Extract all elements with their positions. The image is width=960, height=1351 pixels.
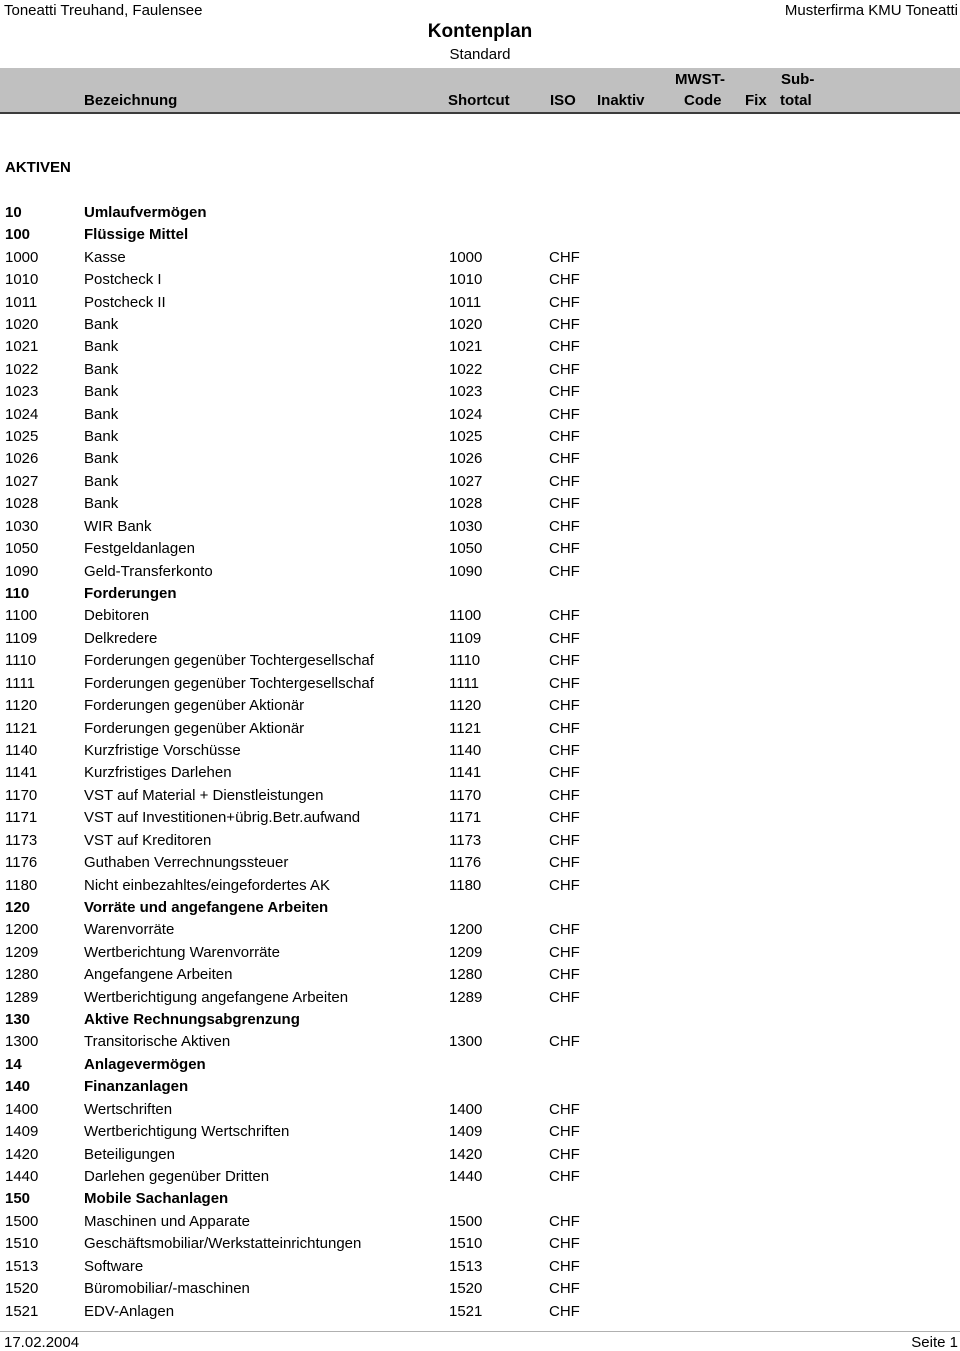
iso-currency-cell: CHF: [549, 988, 580, 1006]
bezeichnung-cell: Angefangene Arbeiten: [84, 966, 233, 984]
iso-currency-cell: CHF: [549, 248, 580, 266]
bezeichnung-cell: Bank: [84, 360, 119, 378]
iso-currency-cell: CHF: [549, 943, 580, 961]
iso-currency-cell: CHF: [549, 472, 580, 490]
footer-divider: [0, 1331, 960, 1332]
table-row: [0, 202, 960, 224]
account-number-cell: 1100: [5, 607, 38, 625]
shortcut-cell: 1020: [449, 315, 483, 333]
shortcut-cell: 1513: [449, 1257, 483, 1275]
bezeichnung-cell: Aktive Rechnungsabgrenzung: [84, 1011, 300, 1029]
table-row: [0, 718, 960, 740]
shortcut-cell: 1400: [449, 1100, 483, 1118]
shortcut-cell: 1100: [449, 607, 482, 625]
iso-currency-cell: CHF: [549, 966, 580, 984]
table-header-band: [0, 68, 960, 114]
account-number-cell: 1409: [5, 1123, 39, 1141]
shortcut-cell: 1021: [449, 338, 483, 356]
bezeichnung-cell: Bank: [84, 428, 119, 446]
iso-currency-cell: CHF: [549, 405, 580, 423]
bezeichnung-cell: Nicht einbezahltes/eingefordertes AK: [84, 876, 330, 894]
shortcut-cell: 1028: [449, 495, 483, 513]
bezeichnung-cell: Software: [84, 1257, 144, 1275]
shortcut-cell: 1011: [449, 293, 482, 311]
table-row: [0, 830, 960, 852]
shortcut-cell: 1120: [449, 697, 482, 715]
iso-currency-cell: CHF: [549, 1123, 580, 1141]
table-row: [0, 1211, 960, 1233]
table-row: [0, 336, 960, 358]
shortcut-cell: 1024: [449, 405, 483, 423]
bezeichnung-cell: Bank: [84, 405, 119, 423]
account-number-cell: 14: [5, 1055, 22, 1073]
iso-currency-cell: CHF: [549, 383, 580, 401]
column-header-iso: ISO: [550, 92, 576, 109]
bezeichnung-cell: EDV-Anlagen: [84, 1302, 175, 1320]
table-row: [0, 762, 960, 784]
table-row: [0, 875, 960, 897]
account-number-cell: 1050: [5, 540, 39, 558]
account-number-cell: 1021: [5, 338, 39, 356]
account-number-cell: 1176: [5, 854, 38, 872]
shortcut-cell: 1440: [449, 1167, 483, 1185]
bezeichnung-cell: Anlagevermögen: [84, 1055, 206, 1073]
table-row: [0, 471, 960, 493]
column-header-mwst: MWST-: [675, 71, 725, 88]
iso-currency-cell: CHF: [549, 315, 580, 333]
iso-currency-cell: CHF: [549, 1145, 580, 1163]
account-number-cell: 1209: [5, 943, 39, 961]
account-number-cell: 1028: [5, 495, 39, 513]
bezeichnung-cell: Geschäftsmobiliar/Werkstatteinrichtungen: [84, 1235, 362, 1253]
column-header-shortcut: Shortcut: [448, 92, 510, 109]
account-number-cell: 1171: [5, 809, 38, 827]
column-header-inaktiv: Inaktiv: [597, 92, 645, 109]
bezeichnung-cell: Kurzfristige Vorschüsse: [84, 741, 241, 759]
table-row: [0, 1188, 960, 1210]
account-number-cell: 1022: [5, 360, 39, 378]
table-row: [0, 695, 960, 717]
table-row: [0, 1256, 960, 1278]
iso-currency-cell: CHF: [549, 1280, 580, 1298]
iso-currency-cell: CHF: [549, 1235, 580, 1253]
bezeichnung-cell: Postcheck II: [84, 293, 166, 311]
account-number-cell: 100: [5, 226, 31, 244]
bezeichnung-cell: Postcheck I: [84, 271, 162, 289]
table-row: [0, 1054, 960, 1076]
table-row: [0, 179, 960, 201]
bezeichnung-cell: Finanzanlagen: [84, 1078, 189, 1096]
shortcut-cell: 1176: [449, 854, 482, 872]
bezeichnung-cell: Büromobiliar/-maschinen: [84, 1280, 250, 1298]
table-row: [0, 157, 960, 179]
table-row: [0, 1144, 960, 1166]
bezeichnung-cell: Wertberichtung Warenvorräte: [84, 943, 280, 961]
footer-page-number: Seite 1: [911, 1334, 958, 1351]
table-row: [0, 1233, 960, 1255]
iso-currency-cell: CHF: [549, 921, 580, 939]
bezeichnung-cell: Bank: [84, 383, 119, 401]
account-number-cell: 1300: [5, 1033, 39, 1051]
table-row: [0, 1031, 960, 1053]
account-number-cell: 1000: [5, 248, 39, 266]
table-row: [0, 1166, 960, 1188]
shortcut-cell: 1171: [449, 809, 482, 827]
account-number-cell: 1280: [5, 966, 39, 984]
bezeichnung-cell: Wertberichtigung Wertschriften: [84, 1123, 290, 1141]
account-number-cell: 1024: [5, 405, 39, 423]
account-number-cell: 1109: [5, 629, 38, 647]
table-row: [0, 404, 960, 426]
iso-currency-cell: CHF: [549, 450, 580, 468]
iso-currency-cell: CHF: [549, 562, 580, 580]
company-name-left: Toneatti Treuhand, Faulensee: [4, 2, 203, 19]
bezeichnung-cell: Geld-Transferkonto: [84, 562, 213, 580]
bezeichnung-cell: Festgeldanlagen: [84, 540, 195, 558]
account-number-cell: 1141: [5, 764, 38, 782]
iso-currency-cell: CHF: [549, 338, 580, 356]
shortcut-cell: 1170: [449, 786, 482, 804]
account-number-cell: 1090: [5, 562, 39, 580]
shortcut-cell: 1173: [449, 831, 482, 849]
account-number-cell: 120: [5, 898, 31, 916]
account-number-cell: 1400: [5, 1100, 39, 1118]
column-header-sub: Sub-: [781, 71, 815, 88]
account-number-cell: 1025: [5, 428, 39, 446]
iso-currency-cell: CHF: [549, 1100, 580, 1118]
iso-currency-cell: CHF: [549, 809, 580, 827]
column-header-fix: Fix: [745, 92, 767, 109]
iso-currency-cell: CHF: [549, 831, 580, 849]
iso-currency-cell: CHF: [549, 428, 580, 446]
page-title: Kontenplan: [427, 21, 533, 42]
account-number-cell: 1420: [5, 1145, 39, 1163]
bezeichnung-cell: Forderungen gegenüber Tochtergesellschaf: [84, 674, 374, 692]
table-row: [0, 897, 960, 919]
iso-currency-cell: CHF: [549, 629, 580, 647]
table-row: [0, 987, 960, 1009]
table-row: [0, 785, 960, 807]
iso-currency-cell: CHF: [549, 741, 580, 759]
iso-currency-cell: CHF: [549, 495, 580, 513]
bezeichnung-cell: Wertberichtigung angefangene Arbeiten: [84, 988, 349, 1006]
shortcut-cell: 1111: [449, 674, 480, 692]
shortcut-cell: 1289: [449, 988, 483, 1006]
bezeichnung-cell: Kurzfristiges Darlehen: [84, 764, 232, 782]
bezeichnung-cell: Kasse: [84, 248, 126, 266]
iso-currency-cell: CHF: [549, 517, 580, 535]
shortcut-cell: 1209: [449, 943, 483, 961]
page-subtitle: Standard: [449, 46, 511, 63]
shortcut-cell: 1140: [449, 741, 482, 759]
shortcut-cell: 1025: [449, 428, 483, 446]
bezeichnung-cell: Forderungen: [84, 585, 177, 603]
bezeichnung-cell: Bank: [84, 338, 119, 356]
account-number-cell: 1180: [5, 876, 38, 894]
account-number-cell: 1010: [5, 271, 39, 289]
bezeichnung-cell: Delkredere: [84, 629, 158, 647]
iso-currency-cell: CHF: [549, 786, 580, 804]
iso-currency-cell: CHF: [549, 674, 580, 692]
bezeichnung-cell: VST auf Kreditoren: [84, 831, 212, 849]
account-number-cell: 1023: [5, 383, 39, 401]
table-row: [0, 740, 960, 762]
bezeichnung-cell: Bank: [84, 315, 119, 333]
bezeichnung-cell: Warenvorräte: [84, 921, 175, 939]
account-number-cell: 1513: [5, 1257, 39, 1275]
table-row: [0, 628, 960, 650]
bezeichnung-cell: VST auf Material + Dienstleistungen: [84, 786, 324, 804]
iso-currency-cell: CHF: [549, 854, 580, 872]
table-row: [0, 426, 960, 448]
shortcut-cell: 1090: [449, 562, 483, 580]
table-row: [0, 919, 960, 941]
bezeichnung-cell: Maschinen und Apparate: [84, 1212, 250, 1230]
shortcut-cell: 1520: [449, 1280, 483, 1298]
column-header-mwst-code: Code: [684, 92, 722, 109]
account-number-cell: 1140: [5, 741, 38, 759]
account-number-cell: 1121: [5, 719, 38, 737]
column-header-bezeichnung: Bezeichnung: [84, 92, 178, 109]
account-number-cell: AKTIVEN: [5, 159, 71, 176]
account-number-cell: 1030: [5, 517, 39, 535]
iso-currency-cell: CHF: [549, 540, 580, 558]
bezeichnung-cell: VST auf Investitionen+übrig.Betr.aufwand: [84, 809, 361, 827]
account-number-cell: 1289: [5, 988, 39, 1006]
account-number-cell: 150: [5, 1190, 31, 1208]
account-number-cell: 10: [5, 203, 22, 221]
account-number-cell: 1170: [5, 786, 38, 804]
shortcut-cell: 1521: [449, 1302, 483, 1320]
table-row: [0, 1301, 960, 1323]
table-row: [0, 1099, 960, 1121]
account-number-cell: 110: [5, 585, 30, 603]
table-row: [0, 1278, 960, 1300]
shortcut-cell: 1050: [449, 540, 483, 558]
account-number-cell: 1520: [5, 1280, 39, 1298]
iso-currency-cell: CHF: [549, 293, 580, 311]
bezeichnung-cell: Bank: [84, 472, 119, 490]
shortcut-cell: 1030: [449, 517, 483, 535]
shortcut-cell: 1026: [449, 450, 483, 468]
column-header-subtotal: total: [780, 92, 812, 109]
bezeichnung-cell: WIR Bank: [84, 517, 152, 535]
shortcut-cell: 1280: [449, 966, 483, 984]
bezeichnung-cell: Darlehen gegenüber Dritten: [84, 1167, 270, 1185]
shortcut-cell: 1510: [449, 1235, 483, 1253]
table-row: [0, 605, 960, 627]
shortcut-cell: 1420: [449, 1145, 483, 1163]
shortcut-cell: 1110: [449, 652, 481, 670]
shortcut-cell: 1010: [449, 271, 483, 289]
shortcut-cell: 1121: [449, 719, 482, 737]
shortcut-cell: 1109: [449, 629, 482, 647]
bezeichnung-cell: Guthaben Verrechnungssteuer: [84, 854, 289, 872]
table-row: [0, 1009, 960, 1031]
table-row: [0, 673, 960, 695]
bezeichnung-cell: Forderungen gegenüber Aktionär: [84, 697, 305, 715]
shortcut-cell: 1300: [449, 1033, 483, 1051]
shortcut-cell: 1409: [449, 1123, 483, 1141]
shortcut-cell: 1200: [449, 921, 483, 939]
account-number-cell: 1020: [5, 315, 39, 333]
account-number-cell: 1110: [5, 652, 37, 670]
account-number-cell: 1521: [5, 1302, 39, 1320]
table-row: [0, 247, 960, 269]
footer-date: 17.02.2004: [4, 1334, 80, 1351]
table-row: [0, 583, 960, 605]
bezeichnung-cell: Vorräte und angefangene Arbeiten: [84, 898, 329, 916]
table-row: [0, 516, 960, 538]
iso-currency-cell: CHF: [549, 271, 580, 289]
table-row: [0, 852, 960, 874]
iso-currency-cell: CHF: [549, 1212, 580, 1230]
iso-currency-cell: CHF: [549, 652, 580, 670]
bezeichnung-cell: Transitorische Aktiven: [84, 1033, 231, 1051]
iso-currency-cell: CHF: [549, 719, 580, 737]
account-number-cell: 1120: [5, 697, 38, 715]
iso-currency-cell: CHF: [549, 607, 580, 625]
account-number-cell: 1200: [5, 921, 39, 939]
bezeichnung-cell: Bank: [84, 495, 119, 513]
bezeichnung-cell: Forderungen gegenüber Aktionär: [84, 719, 305, 737]
bezeichnung-cell: Beteiligungen: [84, 1145, 175, 1163]
table-row: [0, 493, 960, 515]
account-number-cell: 1173: [5, 831, 38, 849]
bezeichnung-cell: Mobile Sachanlagen: [84, 1190, 229, 1208]
iso-currency-cell: CHF: [549, 360, 580, 378]
account-number-cell: 1510: [5, 1235, 39, 1253]
bezeichnung-cell: Debitoren: [84, 607, 150, 625]
bezeichnung-cell: Umlaufvermögen: [84, 203, 207, 221]
table-row: [0, 381, 960, 403]
account-number-cell: 130: [5, 1011, 31, 1029]
table-body: [0, 157, 960, 1323]
table-row: [0, 292, 960, 314]
table-row: [0, 561, 960, 583]
shortcut-cell: 1022: [449, 360, 483, 378]
iso-currency-cell: CHF: [549, 876, 580, 894]
account-number-cell: 140: [5, 1078, 31, 1096]
table-row: [0, 1121, 960, 1143]
bezeichnung-cell: Forderungen gegenüber Tochtergesellschaf: [84, 652, 374, 670]
table-row: [0, 1076, 960, 1098]
company-name-right: Musterfirma KMU Toneatti: [784, 2, 958, 19]
account-number-cell: 1500: [5, 1212, 39, 1230]
account-number-cell: 1026: [5, 450, 39, 468]
shortcut-cell: 1027: [449, 472, 483, 490]
bezeichnung-cell: Bank: [84, 450, 119, 468]
table-row: [0, 314, 960, 336]
iso-currency-cell: CHF: [549, 697, 580, 715]
iso-currency-cell: CHF: [549, 764, 580, 782]
iso-currency-cell: CHF: [549, 1033, 580, 1051]
shortcut-cell: 1023: [449, 383, 483, 401]
iso-currency-cell: CHF: [549, 1257, 580, 1275]
shortcut-cell: 1500: [449, 1212, 483, 1230]
account-number-cell: 1027: [5, 472, 39, 490]
iso-currency-cell: CHF: [549, 1167, 580, 1185]
table-row: [0, 650, 960, 672]
shortcut-cell: 1180: [449, 876, 482, 894]
shortcut-cell: 1000: [449, 248, 483, 266]
account-number-cell: 1440: [5, 1167, 39, 1185]
account-number-cell: 1111: [5, 674, 36, 692]
table-row: [0, 269, 960, 291]
table-row: [0, 942, 960, 964]
table-row: [0, 359, 960, 381]
table-row: [0, 807, 960, 829]
bezeichnung-cell: Flüssige Mittel: [84, 226, 189, 244]
table-row: [0, 224, 960, 246]
bezeichnung-cell: Wertschriften: [84, 1100, 173, 1118]
account-number-cell: 1011: [5, 293, 38, 311]
table-row: [0, 538, 960, 560]
shortcut-cell: 1141: [449, 764, 482, 782]
table-row: [0, 448, 960, 470]
iso-currency-cell: CHF: [549, 1302, 580, 1320]
table-row: [0, 964, 960, 986]
